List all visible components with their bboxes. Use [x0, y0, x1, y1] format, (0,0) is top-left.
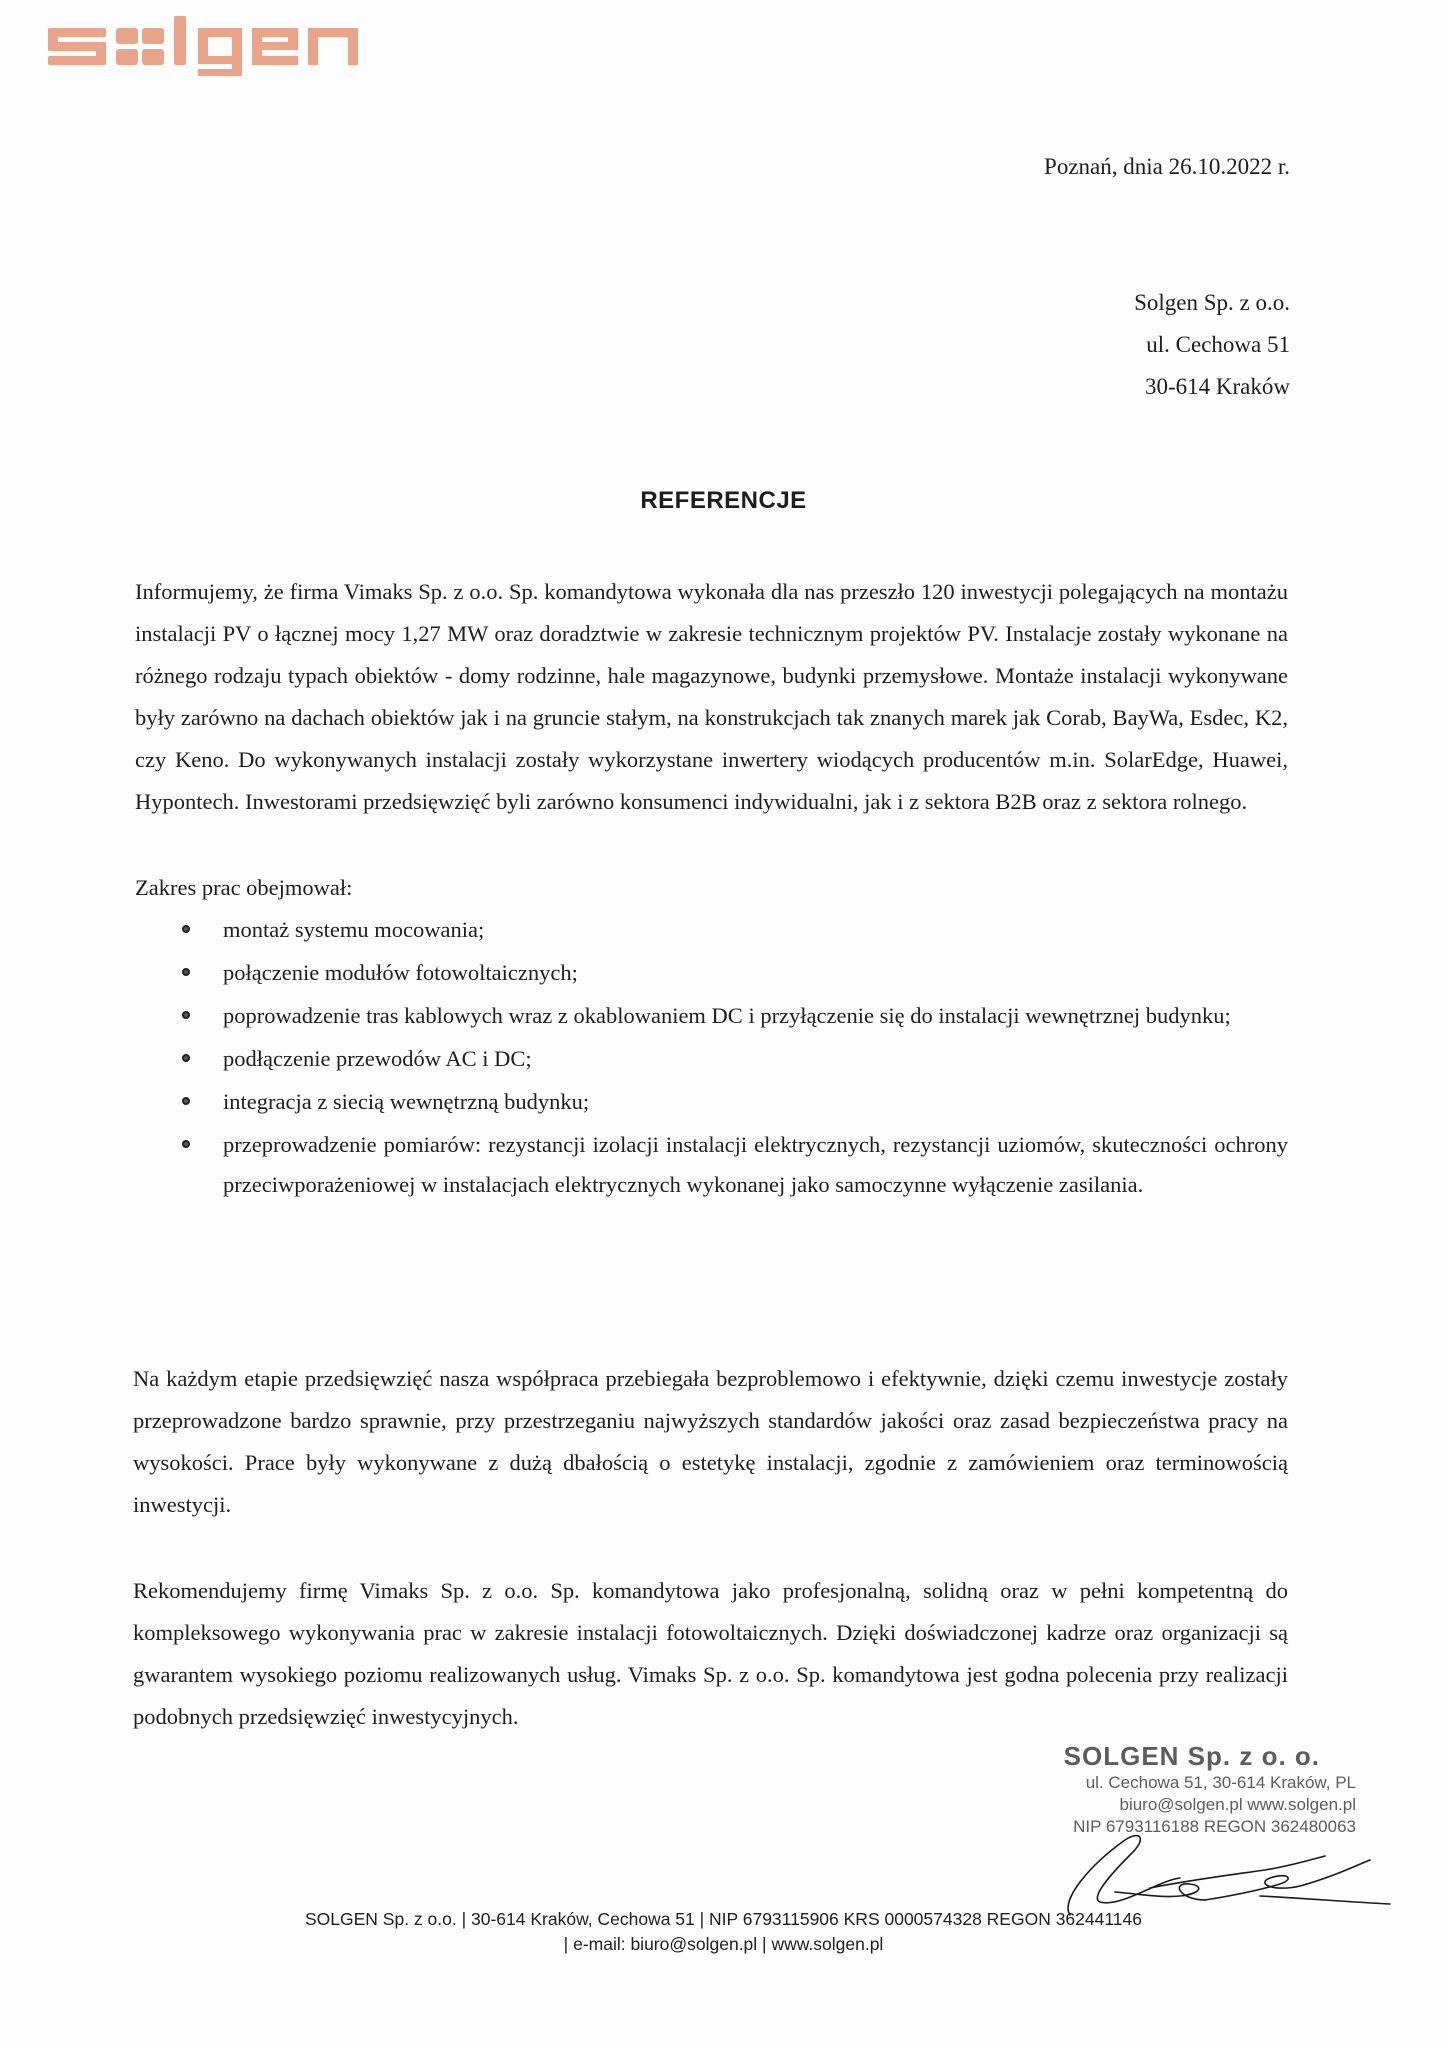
stamp-company-name: SOLGEN Sp. z o. o.	[1063, 1741, 1320, 1771]
scope-item	[135, 1039, 1288, 1079]
bullet-icon	[182, 925, 190, 933]
scope-item-text: montaż systemu mocowania;	[223, 917, 485, 942]
paragraph-cooperation: Na każdym etapie przedsięwzięć nasza współpraca przebiegała bezproblemowo i efektywnie, dzięki czemu inwestycje zostały przeprowadzone bardzo sprawnie, przy przestrzeganiu najwyższych standardów jakości oraz zasad bezpieczeństwa pracy na wysokości. Prace były wykonywane z dużą dbałością o estetykę instalacji, zgodnie z zamówieniem oraz terminowością inwestycji.	[133, 1366, 1288, 1517]
scope-item-text: podłączenie przewodów AC i DC;	[223, 1046, 532, 1071]
solgen-logo	[48, 14, 378, 76]
logo-graphic	[48, 14, 378, 76]
bullet-icon	[182, 1054, 190, 1062]
bullet-icon	[182, 1140, 190, 1148]
recipient-city: 30-614 Kraków	[1145, 374, 1290, 399]
date-line: Poznań, dnia 26.10.2022 r.	[1044, 154, 1290, 179]
recipient-address	[1134, 282, 1290, 408]
scope-item-text: poprowadzenie tras kablowych wraz z okablowaniem DC i przyłączenie się do instalacji wewnętrznej budynku;	[223, 1003, 1231, 1028]
bullet-icon	[182, 1097, 190, 1105]
document-title: REFERENCJE	[640, 487, 807, 514]
stamp-contact: biuro@solgen.pl www.solgen.pl	[1119, 1795, 1356, 1814]
scope-item-text: połączenie modułów fotowoltaicznych;	[223, 960, 578, 985]
bullet-icon	[182, 968, 190, 976]
scope-item	[135, 953, 1288, 993]
scope-label: Zakres prac obejmował:	[135, 875, 353, 900]
scope-item-text: przeprowadzenie pomiarów: rezystancji izolacji instalacji elektrycznych, rezystancji uziomów, skuteczności ochrony przeciwporażeniowej w instalacjach elektrycznych wykonanej jako samoczynne wyłączenie zasilania.	[223, 1132, 1288, 1197]
scope-list	[135, 910, 1288, 1208]
scope-item-text: integracja z siecią wewnętrzną budynku;	[223, 1089, 590, 1114]
scope-item	[135, 996, 1288, 1036]
scope-item	[135, 1082, 1288, 1122]
stamp-ids: NIP 6793116188 REGON 362480063	[1073, 1817, 1356, 1836]
footer-company-info: SOLGEN Sp. z o.o. | 30-614 Kraków, Cechowa 51 | NIP 6793115906 KRS 0000574328 REGON 362441146	[305, 1909, 1142, 1929]
paragraph-intro: Informujemy, że firma Vimaks Sp. z o.o. Sp. komandytowa wykonała dla nas przeszło 120 inwestycji polegających na montażu instalacji PV o łącznej mocy 1,27 MW oraz doradztwie w zakresie technicznym projektów PV. Instalacje zostały wykonane na różnego rodzaju typach obiektów - domy rodzinne, hale magazynowe, budynki przemysłowe. Montaże instalacji wykonywane były zarówno na dachach obiektów jak i na gruncie stałym, na konstrukcjach tak znanych marek jak Corab, BayWa, Esdec, K2, czy Keno. Do wykonywanych instalacji zostały wykorzystane inwertery wiodących producentów m.in. SolarEdge, Huawei, Hypontech. Inwestorami przedsięwzięć byli zarówno konsumenci indywidualni, jak i z sektora B2B oraz z sektora rolnego.	[135, 579, 1288, 814]
bullet-icon	[182, 1011, 190, 1019]
recipient-street: ul. Cechowa 51	[1146, 332, 1290, 357]
recipient-company: Solgen Sp. z o.o.	[1134, 290, 1290, 315]
footer-contact: | e-mail: biuro@solgen.pl | www.solgen.pl	[563, 1934, 884, 1954]
letterhead-footer	[0, 1907, 1447, 1957]
scope-item	[135, 1125, 1288, 1205]
paragraph-recommendation: Rekomendujemy firmę Vimaks Sp. z o.o. Sp. komandytowa jako profesjonalną, solidną oraz w pełni kompetentną do kompleksowego wykonywania prac w zakresie instalacji fotowoltaicznych. Dzięki doświadczonej kadrze oraz organizacji są gwarantem wysokiego poziomu realizowanych usług. Vimaks Sp. z o.o. Sp. komandytowa jest godna polecenia przy realizacji podobnych przedsięwzięć inwestycyjnych.	[133, 1578, 1288, 1729]
stamp-address: ul. Cechowa 51, 30-614 Kraków, PL	[1085, 1773, 1356, 1792]
scope-item	[135, 910, 1288, 950]
